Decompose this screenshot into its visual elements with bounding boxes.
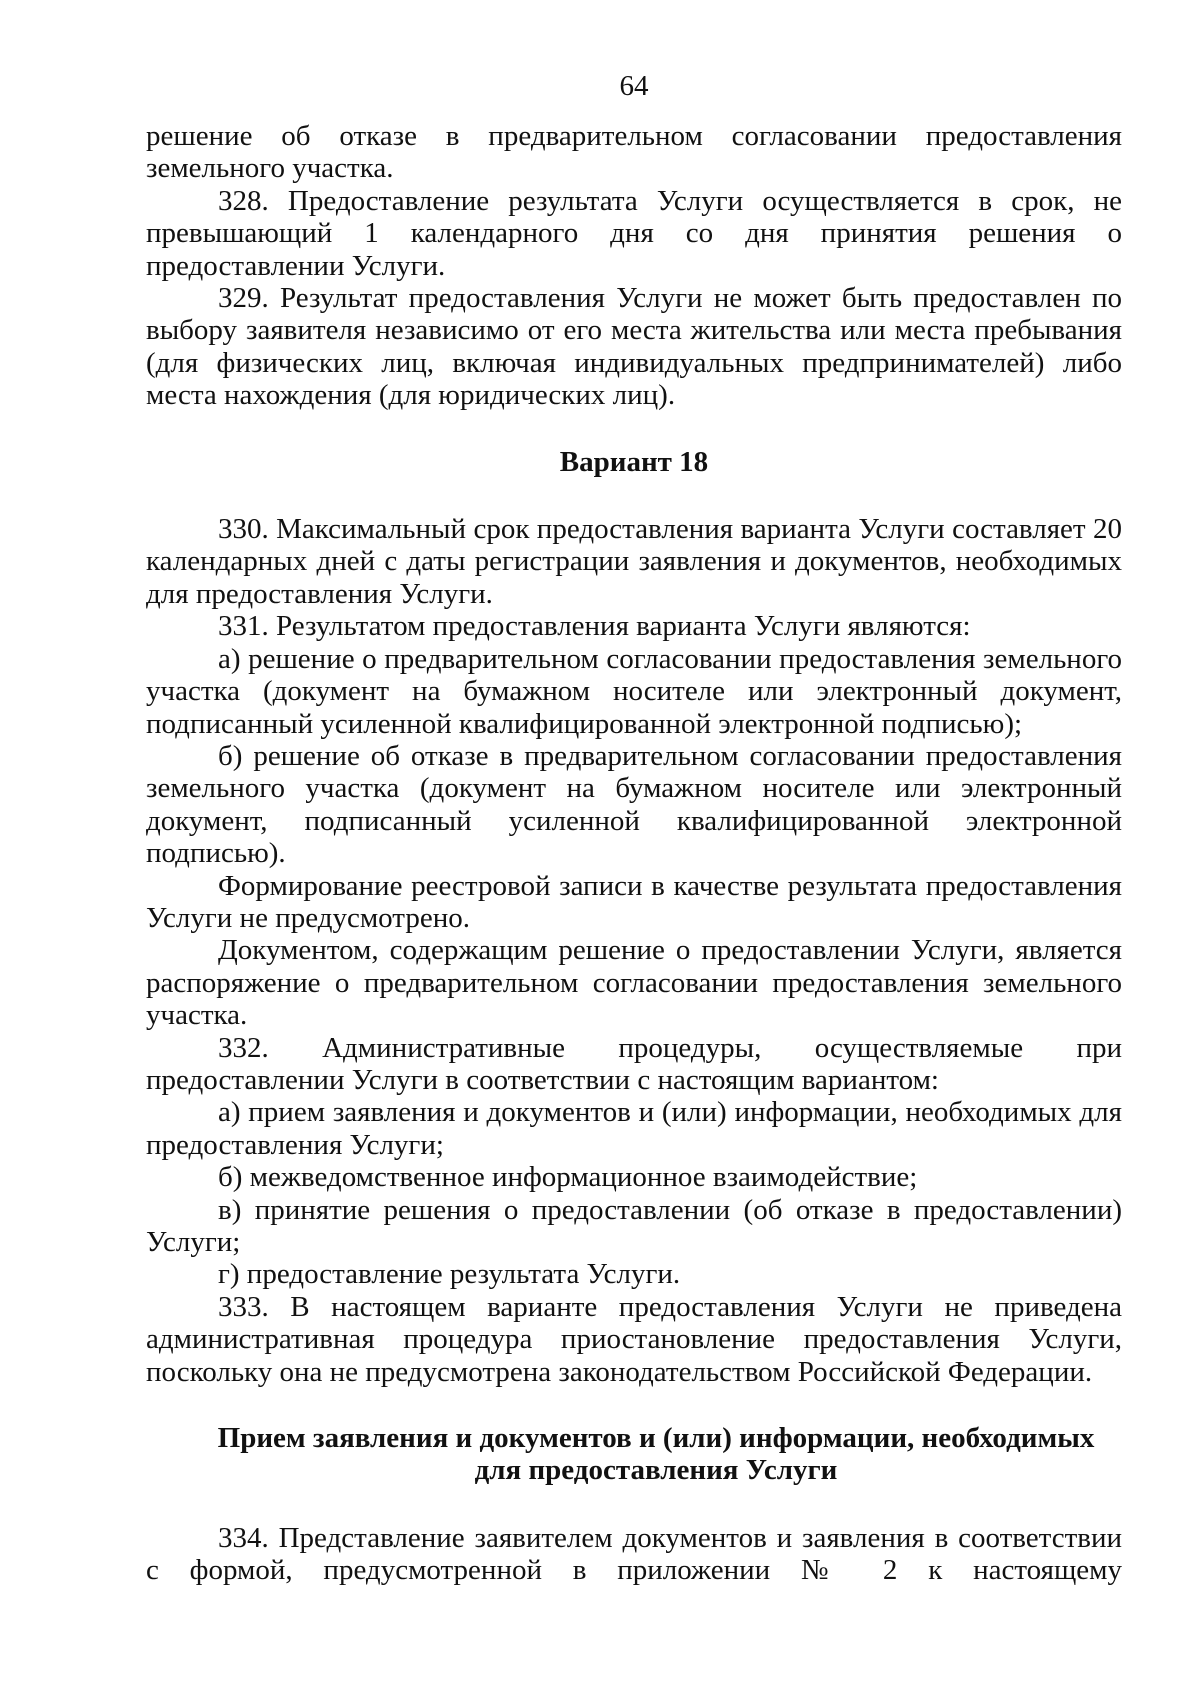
paragraph: 332. Административные процедуры, осуществляемые при предоставлении Услуги в соответствии с настоящим вариантом:	[146, 1031, 1122, 1096]
list-item: в) принятие решения о предоставлении (об отказе в предоставлении) Услуги;	[146, 1193, 1122, 1258]
paragraph: Формирование реестровой записи в качестве результата предоставления Услуги не предусмотрено.	[146, 869, 1122, 934]
section-heading: Прием заявления и документов и (или) информации, необходимых для предоставления Услуги	[217, 1422, 1095, 1487]
list-item: а) прием заявления и документов и (или) информации, необходимых для предоставления Услуги;	[146, 1096, 1122, 1161]
paragraph: 328. Предоставление результата Услуги осуществляется в срок, не превышающий 1 календарного дня со дня принятия решения о предоставлении Услуги.	[146, 184, 1122, 282]
document-page	[146, 70, 1122, 1587]
paragraph: решение об отказе в предварительном согласовании предоставления земельного участка.	[146, 120, 1122, 185]
paragraph: 334. Представление заявителем документов и заявления в соответствии с формой, предусмотренной в приложении № 2 к настоящему	[146, 1521, 1122, 1587]
paragraph: 333. В настоящем варианте предоставления Услуги не приведена административная процедура приостановление предоставления Услуги, поскольку она не предусмотрена законодательством Российской Федерации.	[146, 1290, 1122, 1388]
list-item: а) решение о предварительном согласовании предоставления земельного участка (документ на бумажном носителе или электронный документ, подписанный усиленной квалифицированной электронной подписью);	[146, 642, 1122, 740]
list-item: б) межведомственное информационное взаимодействие;	[218, 1161, 918, 1194]
list-item: б) решение об отказе в предварительном согласовании предоставления земельного участка (документ на бумажном носителе или электронный документ, подписанный усиленной квалифицированной электронной подписью).	[146, 739, 1122, 870]
paragraph: 329. Результат предоставления Услуги не может быть предоставлен по выбору заявителя независимо от его места жительства или места пребывания (для физических лиц, включая индивидуальных предпринимателей) либо места нахождения (для юридических лиц).	[146, 282, 1122, 412]
page-number: 64	[619, 70, 649, 102]
paragraph: 331. Результатом предоставления варианта Услуги являются:	[218, 610, 971, 643]
variant-heading: Вариант 18	[559, 445, 709, 478]
list-item: г) предоставление результата Услуги.	[218, 1258, 681, 1291]
paragraph: 330. Максимальный срок предоставления варианта Услуги составляет 20 календарных дней с даты регистрации заявления и документов, необходимых для предоставления Услуги.	[146, 513, 1122, 610]
paragraph: Документом, содержащим решение о предоставлении Услуги, является распоряжение о предварительном согласовании предоставления земельного участка.	[146, 934, 1122, 1032]
